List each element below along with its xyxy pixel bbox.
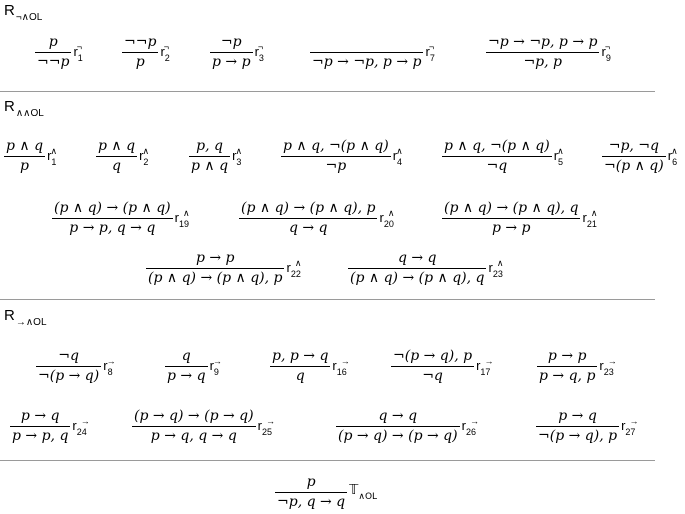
rule-label: $r_8^\to$ — [103, 356, 116, 377]
rule-conj-5 — [442, 138, 564, 175]
rule-label: $r_2^\wedge$ — [139, 146, 150, 167]
premise: p — [306, 474, 316, 490]
premise: p — [48, 34, 58, 50]
inference-bar — [336, 426, 460, 427]
section-divider — [0, 299, 655, 300]
inference-bar — [132, 426, 256, 427]
conclusion: (p ∧ q) → (p ∧ q), q — [350, 270, 485, 286]
conclusion: p → p, q — [12, 428, 69, 444]
conclusion: q → q — [288, 220, 328, 236]
rule-label: $r_{27}^\to$ — [621, 416, 639, 437]
rule-conj-4 — [281, 138, 403, 175]
rule-neg-3 — [210, 34, 263, 71]
conclusion: (p ∧ q) → (p ∧ q), p — [148, 270, 283, 286]
fraction — [310, 34, 423, 71]
conclusion: p → q, q → q — [150, 428, 237, 444]
fraction — [442, 138, 552, 175]
inference-bar — [486, 52, 599, 53]
rule-impl-26 — [336, 408, 479, 445]
inference-bar — [165, 366, 208, 367]
conclusion: ¬(p ∧ q) — [604, 158, 664, 174]
rule-label: $r_{23}^\to$ — [599, 356, 617, 377]
inference-bar — [536, 426, 619, 427]
rule-label: $r_9^\to$ — [209, 356, 222, 377]
section-title-implication — [4, 307, 47, 328]
rule-impl-16 — [270, 348, 350, 385]
fraction — [281, 138, 391, 175]
fraction — [348, 250, 486, 287]
rule-impl-17 — [391, 348, 493, 385]
premise: p → q — [20, 408, 60, 424]
rule-impl-27 — [536, 408, 638, 445]
inference-bar — [35, 52, 71, 53]
conclusion: q — [295, 368, 305, 384]
inference-bar — [10, 426, 70, 427]
title-subscript: ∧∧OL — [15, 108, 44, 119]
fraction — [96, 138, 137, 175]
conclusion: ¬p, p — [523, 54, 563, 70]
premise: (p ∧ q) → (p ∧ q), q — [444, 200, 579, 216]
conclusion: p → p, q → q — [69, 220, 156, 236]
rule-label: $r_{21}^\wedge$ — [582, 208, 598, 229]
fraction — [122, 34, 158, 71]
rule-label: $r_{24}^\to$ — [72, 416, 90, 437]
premise: p → p — [547, 348, 587, 364]
rule-label: $r_{16}^\to$ — [332, 356, 350, 377]
premise: p, q — [196, 138, 223, 154]
inference-bar — [310, 52, 423, 53]
conclusion: ¬q — [422, 368, 443, 384]
rule-label: $r_{20}^\wedge$ — [379, 208, 395, 229]
fraction — [442, 200, 580, 237]
premise: p ∧ q, ¬(p ∧ q) — [444, 138, 550, 154]
fraction — [36, 348, 101, 385]
inference-bar — [442, 218, 580, 219]
fraction — [10, 408, 70, 445]
fraction — [4, 138, 45, 175]
rule-conj-1 — [4, 138, 57, 175]
conclusion: p → p — [491, 220, 531, 236]
fraction — [35, 34, 71, 71]
premise: ¬p → ¬p, p → p — [488, 34, 598, 50]
inference-bar — [4, 156, 45, 157]
fraction — [52, 200, 173, 237]
fraction — [536, 408, 619, 445]
conclusion: p → p — [212, 54, 251, 70]
rule-neg-2 — [122, 34, 169, 71]
rule-neg-1 — [35, 34, 82, 71]
conclusion: ¬p → ¬p, p → p — [312, 54, 422, 70]
rule-impl-24 — [10, 408, 90, 445]
title-letter: R — [4, 2, 15, 19]
inference-bar — [348, 268, 486, 269]
premise: p, p → q — [272, 348, 329, 364]
inference-bar — [275, 492, 347, 493]
title-subscript: →∧OL — [15, 317, 47, 328]
rule-label: 𝕋$_{\wedge OL}$ — [349, 483, 378, 502]
inference-bar — [602, 156, 666, 157]
inference-bar — [146, 268, 284, 269]
rule-label: $r_6^\wedge$ — [667, 146, 678, 167]
rule-final-t — [275, 474, 377, 511]
premise: ¬p — [220, 34, 242, 50]
conclusion: p — [135, 54, 145, 70]
title-subscript: ¬∧OL — [15, 12, 43, 23]
inference-bar — [281, 156, 391, 157]
premise: q → q — [397, 250, 437, 266]
rule-label: $r_2^\neg$ — [160, 42, 170, 63]
rule-neg-7 — [310, 34, 434, 71]
rule-impl-8 — [36, 348, 116, 385]
conclusion: ¬(p → q) — [38, 368, 100, 384]
rule-neg-9 — [486, 34, 610, 71]
conclusion: p ∧ q — [191, 158, 229, 174]
premise: q → q — [378, 408, 418, 424]
title-letter: R — [4, 98, 15, 115]
rule-conj-21 — [442, 200, 597, 237]
rule-impl-9 — [165, 348, 222, 385]
fraction — [165, 348, 208, 385]
rule-conj-2 — [96, 138, 149, 175]
conclusion: (p → q) → (p → q) — [338, 428, 458, 444]
fraction — [537, 348, 597, 385]
premise: p ∧ q — [6, 138, 44, 154]
inference-bar — [239, 218, 377, 219]
premise: (p → q) → (p → q) — [134, 408, 254, 424]
premise: (p ∧ q) → (p ∧ q) — [54, 200, 171, 216]
conclusion: ¬(p → q), p — [538, 428, 618, 444]
inference-bar — [52, 218, 173, 219]
inference-bar — [96, 156, 137, 157]
inference-bar — [210, 52, 253, 53]
rule-conj-22 — [146, 250, 301, 287]
fraction — [602, 138, 666, 175]
fraction — [275, 474, 347, 511]
section-divider — [0, 460, 655, 461]
rule-impl-25 — [132, 408, 275, 445]
conclusion: p → q — [167, 368, 206, 384]
section-title-negation — [4, 2, 43, 23]
premise: p → q — [558, 408, 597, 424]
rule-label: $r_{19}^\wedge$ — [174, 208, 190, 229]
fraction — [132, 408, 256, 445]
inference-bar — [270, 366, 330, 367]
rule-label: $r_4^\wedge$ — [392, 146, 403, 167]
inference-bar — [391, 366, 474, 367]
rule-label: $r_{25}^\to$ — [257, 416, 275, 437]
rule-impl-23 — [537, 348, 617, 385]
fraction — [239, 200, 377, 237]
inference-bar — [442, 156, 552, 157]
premise — [365, 34, 369, 51]
inference-bar — [537, 366, 597, 367]
conclusion: p — [20, 158, 30, 174]
rule-label: $r_{22}^\wedge$ — [286, 258, 302, 279]
conclusion: q — [112, 158, 122, 174]
inference-bar — [36, 366, 101, 367]
rule-label: $r_3^\wedge$ — [232, 146, 243, 167]
premise: p ∧ q — [98, 138, 136, 154]
rule-label: $r_{26}^\to$ — [461, 416, 479, 437]
fraction — [146, 250, 284, 287]
rule-conj-6 — [602, 138, 678, 175]
rule-label: $r_5^\wedge$ — [553, 146, 564, 167]
rule-conj-3 — [189, 138, 242, 175]
rule-label: $r_7^\neg$ — [425, 42, 435, 63]
fraction — [336, 408, 460, 445]
rule-label: $r_1^\wedge$ — [47, 146, 58, 167]
rule-label: $r_9^\neg$ — [601, 42, 611, 63]
rule-label: $r_1^\neg$ — [73, 42, 83, 63]
premise: p → p — [195, 250, 235, 266]
conclusion: ¬¬p — [37, 54, 70, 70]
premise: p ∧ q, ¬(p ∧ q) — [283, 138, 389, 154]
premise: ¬q — [58, 348, 79, 364]
conclusion: ¬p, q → q — [277, 494, 346, 510]
rule-label: $r_{17}^\to$ — [476, 356, 494, 377]
fraction — [391, 348, 474, 385]
title-letter: R — [4, 307, 15, 324]
fraction — [189, 138, 230, 175]
inference-bar — [189, 156, 230, 157]
premise: q — [181, 348, 191, 364]
premise: ¬p, ¬q — [608, 138, 660, 154]
fraction — [210, 34, 253, 71]
section-title-conjunction — [4, 98, 44, 119]
rule-conj-19 — [52, 200, 190, 237]
premise: ¬¬p — [124, 34, 157, 50]
section-divider — [0, 91, 655, 92]
conclusion: p → q, p — [539, 368, 596, 384]
rule-label: $r_{23}^\wedge$ — [488, 258, 504, 279]
inference-bar — [122, 52, 158, 53]
fraction — [270, 348, 330, 385]
rule-conj-20 — [239, 200, 394, 237]
rule-conj-23 — [348, 250, 503, 287]
fraction — [486, 34, 599, 71]
premise: (p ∧ q) → (p ∧ q), p — [241, 200, 376, 216]
premise: ¬(p → q), p — [393, 348, 473, 364]
conclusion: ¬q — [486, 158, 508, 174]
conclusion: ¬p — [325, 158, 347, 174]
rule-label: $r_3^\neg$ — [254, 42, 264, 63]
